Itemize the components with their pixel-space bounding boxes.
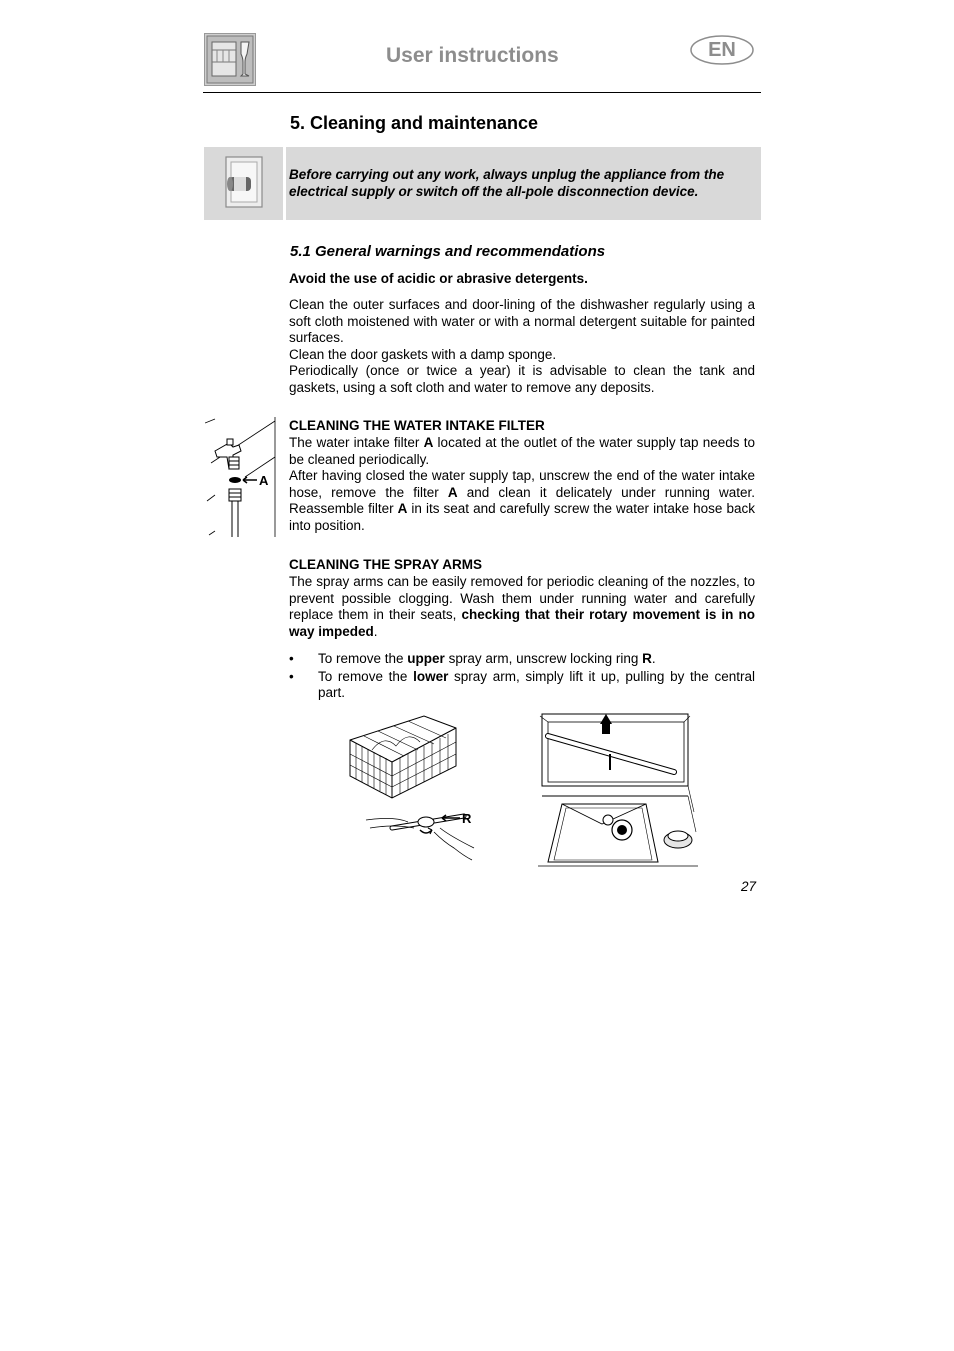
filter-label-a: A [447,484,458,500]
spray-arms-bullets [289,651,755,703]
dishwasher-logo-icon [204,33,256,86]
bullet-dot: • [289,651,294,666]
filter-paragraph-2: After having closed the water supply tap, unscrew the end of the water intake hose, remove the filter A and clean it delicately under running water. Reassemble filter A in its seat and carefully screw the water intake hose back into position. [289,468,755,533]
filter-label-a: A [423,435,434,450]
general-paragraph [289,297,755,397]
unplug-socket-icon [204,147,283,220]
spray-arms-heading: CLEANING THE SPRAY ARMS [289,557,483,572]
filter-figure-label: A [259,473,269,488]
language-badge [690,35,754,65]
filter-heading: CLEANING THE WATER INTAKE FILTER [289,418,545,433]
general-line-periodic-cleaning: Periodically (once or twice a year) it is advisable to clean the tank and gaskets, using a soft cloth and water to remove any deposits. [289,363,755,395]
language-badge-label: EN [708,39,736,61]
header-divider [203,92,761,93]
rotary-movement-emphasis: checking that their rotary movement is in no way impeded [289,607,755,639]
bullet-lower-arm: • To remove the lower spray arm, simply lift it up, pulling by the central part. [289,668,755,701]
filter-paragraph-1: The water intake filter A located at the outlet of the water supply tap needs to be cleaned periodically. [289,435,755,467]
document-title: User instructions [386,44,559,67]
general-line-door-gaskets: Clean the door gaskets with a damp sponge. [289,346,557,362]
lower-spray-arm-tank-figure [538,712,698,868]
locking-ring-label: R [462,811,472,826]
section-title: 5. Cleaning and maintenance [290,113,539,133]
filter-paragraph [289,435,755,535]
avoid-detergents-note: Avoid the use of acidic or abrasive detergents. [289,271,588,286]
general-line-outer-surfaces: Clean the outer surfaces and door-lining of the dishwasher regularly using a soft cloth moistened with water or with a normal detergent suitable for painted surfaces. [289,297,755,346]
filter-label-a: A [397,501,408,517]
bullet-upper-arm: • To remove the upper spray arm, unscrew locking ring R. [289,651,656,666]
spray-arms-paragraph: The spray arms can be easily removed for periodic cleaning of the nozzles, to prevent possible clogging. Wash them under running water and carefully replace them in their seats, checking that their rotary movement is in no way impeded. [289,574,755,639]
subsection-heading: 5.1 General warnings and recommendations [290,243,606,260]
page-number: 27 [741,879,757,894]
water-intake-filter-figure [205,417,277,537]
bullet-dot: • [289,668,294,684]
warning-text: Before carrying out any work, always unplug the appliance from the electrical supply or switch off the all-pole disconnection device. [289,167,725,199]
upper-basket-spray-arm-figure [344,710,504,866]
